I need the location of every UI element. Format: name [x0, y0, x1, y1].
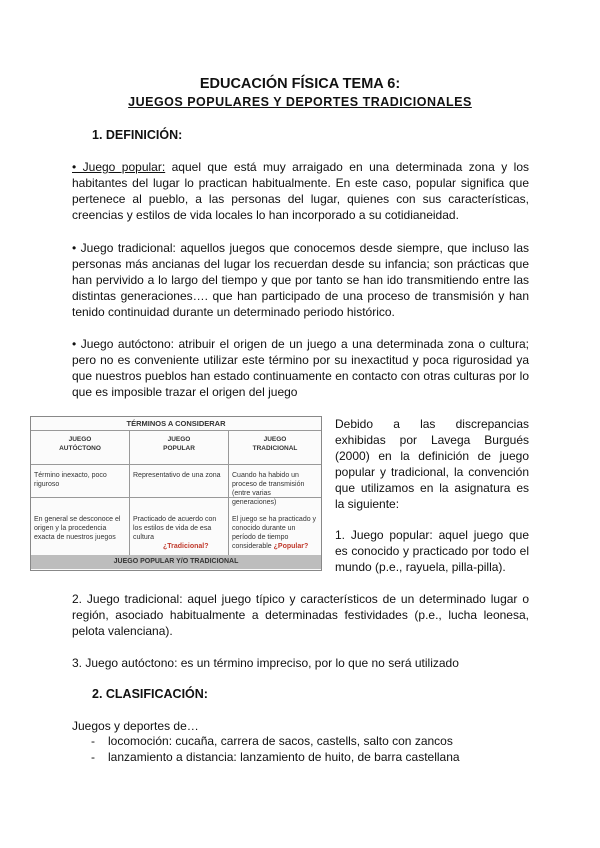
convention-item-1: 1. Juego popular: aquel juego que es conocido y practicado por todo el mundo (p.e., rayuela, pilla-pilla).: [335, 528, 529, 574]
table-cell: Representativo de una zona: [133, 472, 221, 479]
list-dash: -: [91, 734, 95, 748]
def-popular-label: • Juego popular:: [72, 160, 166, 174]
list-item: lanzamiento a distancia: lanzamiento de huito, de barra castellana: [108, 750, 460, 764]
table-row-divider: [31, 497, 321, 498]
def-popular-paragraph: [72, 159, 529, 223]
section-heading-definicion: 1. DEFINICIÓN:: [92, 128, 183, 142]
table-cell: En general se desconoce el origen y la procedencia exacta de nuestros juegos: [34, 516, 121, 541]
table-col-header: JUEGO TRADICIONAL: [229, 431, 321, 465]
list-dash: -: [91, 750, 95, 764]
terms-table-image: [30, 416, 322, 571]
table-col-header: JUEGO AUTÓCTONO: [31, 431, 129, 465]
document-title: EDUCACIÓN FÍSICA TEMA 6:: [199, 76, 401, 92]
table-column-popular: [130, 431, 229, 555]
classification-intro: Juegos y deportes de…: [72, 719, 199, 733]
section-heading-clasificacion: 2. CLASIFICACIÓN:: [92, 687, 208, 701]
document-subtitle: JUEGOS POPULARES Y DEPORTES TRADICIONALES: [128, 95, 472, 109]
table-cell-text: Practicado de acuerdo con los estilos de vida de esa cultura: [133, 516, 217, 541]
table-cell: [232, 515, 317, 551]
table-column-tradicional: [229, 431, 321, 555]
def-autoctono-paragraph: • Juego autóctono: atribuir el origen de un juego a una determinada zona o cultura; pero no es conveniente utilizar este término por su inexactitud y poca rigurosidad ya que nuestros pueblos han estado continuamente en contacto con otras culturas por lo que es imposible trazar el origen del juego: [72, 337, 529, 399]
table-footer: JUEGO POPULAR Y/O TRADICIONAL: [31, 555, 321, 569]
table-tag-popular: ¿Popular?: [273, 543, 309, 550]
def-popular-text: aquel que está muy arraigado en una determinada zona y los habitantes del lugar lo practican habitualmente. En este caso, popular significa que pertenece al pueblo, a las personas del lugar, quienes con sus características, creencias y estilos de vida locales lo han incorporado a su cotidianeidad.: [72, 160, 529, 222]
table-header: TÉRMINOS A CONSIDERAR: [31, 417, 321, 431]
table-tag-tradicional: ¿Tradicional?: [163, 543, 209, 550]
list-item: locomoción: cucaña, carrera de sacos, castells, salto con zancos: [108, 734, 453, 748]
table-cell: Término inexacto, poco riguroso: [34, 472, 107, 488]
table-column-autoctono: [31, 431, 130, 555]
table-cell: Cuando ha habido un proceso de transmisión (entre varias generaciones): [232, 472, 305, 506]
table-cell-text: El juego se ha practicado y conocido durante un período de tiempo considerable: [232, 516, 317, 550]
table-col-header: JUEGO POPULAR: [130, 431, 228, 465]
table-cell: [133, 515, 223, 551]
def-tradicional-paragraph: • Juego tradicional: aquellos juegos que conocemos desde siempre, que incluso las personas más ancianas del lugar los recuerdan desde su infancia; son prácticas que han pervivido a lo largo del tiempo y que por tanto se han ido transmitiendo entre las distintas generaciones…. que han participado de una proceso de transmisión y han tenido continuidad durante un determinado periodo histórico.: [72, 241, 529, 319]
convention-item-3: 3. Juego autóctono: es un término impreciso, por lo que no será utilizado: [72, 656, 459, 670]
convention-item-2: 2. Juego tradicional: aquel juego típico y característicos de un determinado lugar o región, asociado habitualmente a determinadas festividades (p.e., lucha leonesa, pelota valenciana).: [72, 592, 529, 638]
convention-intro-paragraph: Debido a las discrepancias exhibidas por Lavega Burgués (2000) en la definición de juego popular y tradicional, la convención que utilizamos en la asignatura es la siguiente:: [335, 417, 529, 511]
